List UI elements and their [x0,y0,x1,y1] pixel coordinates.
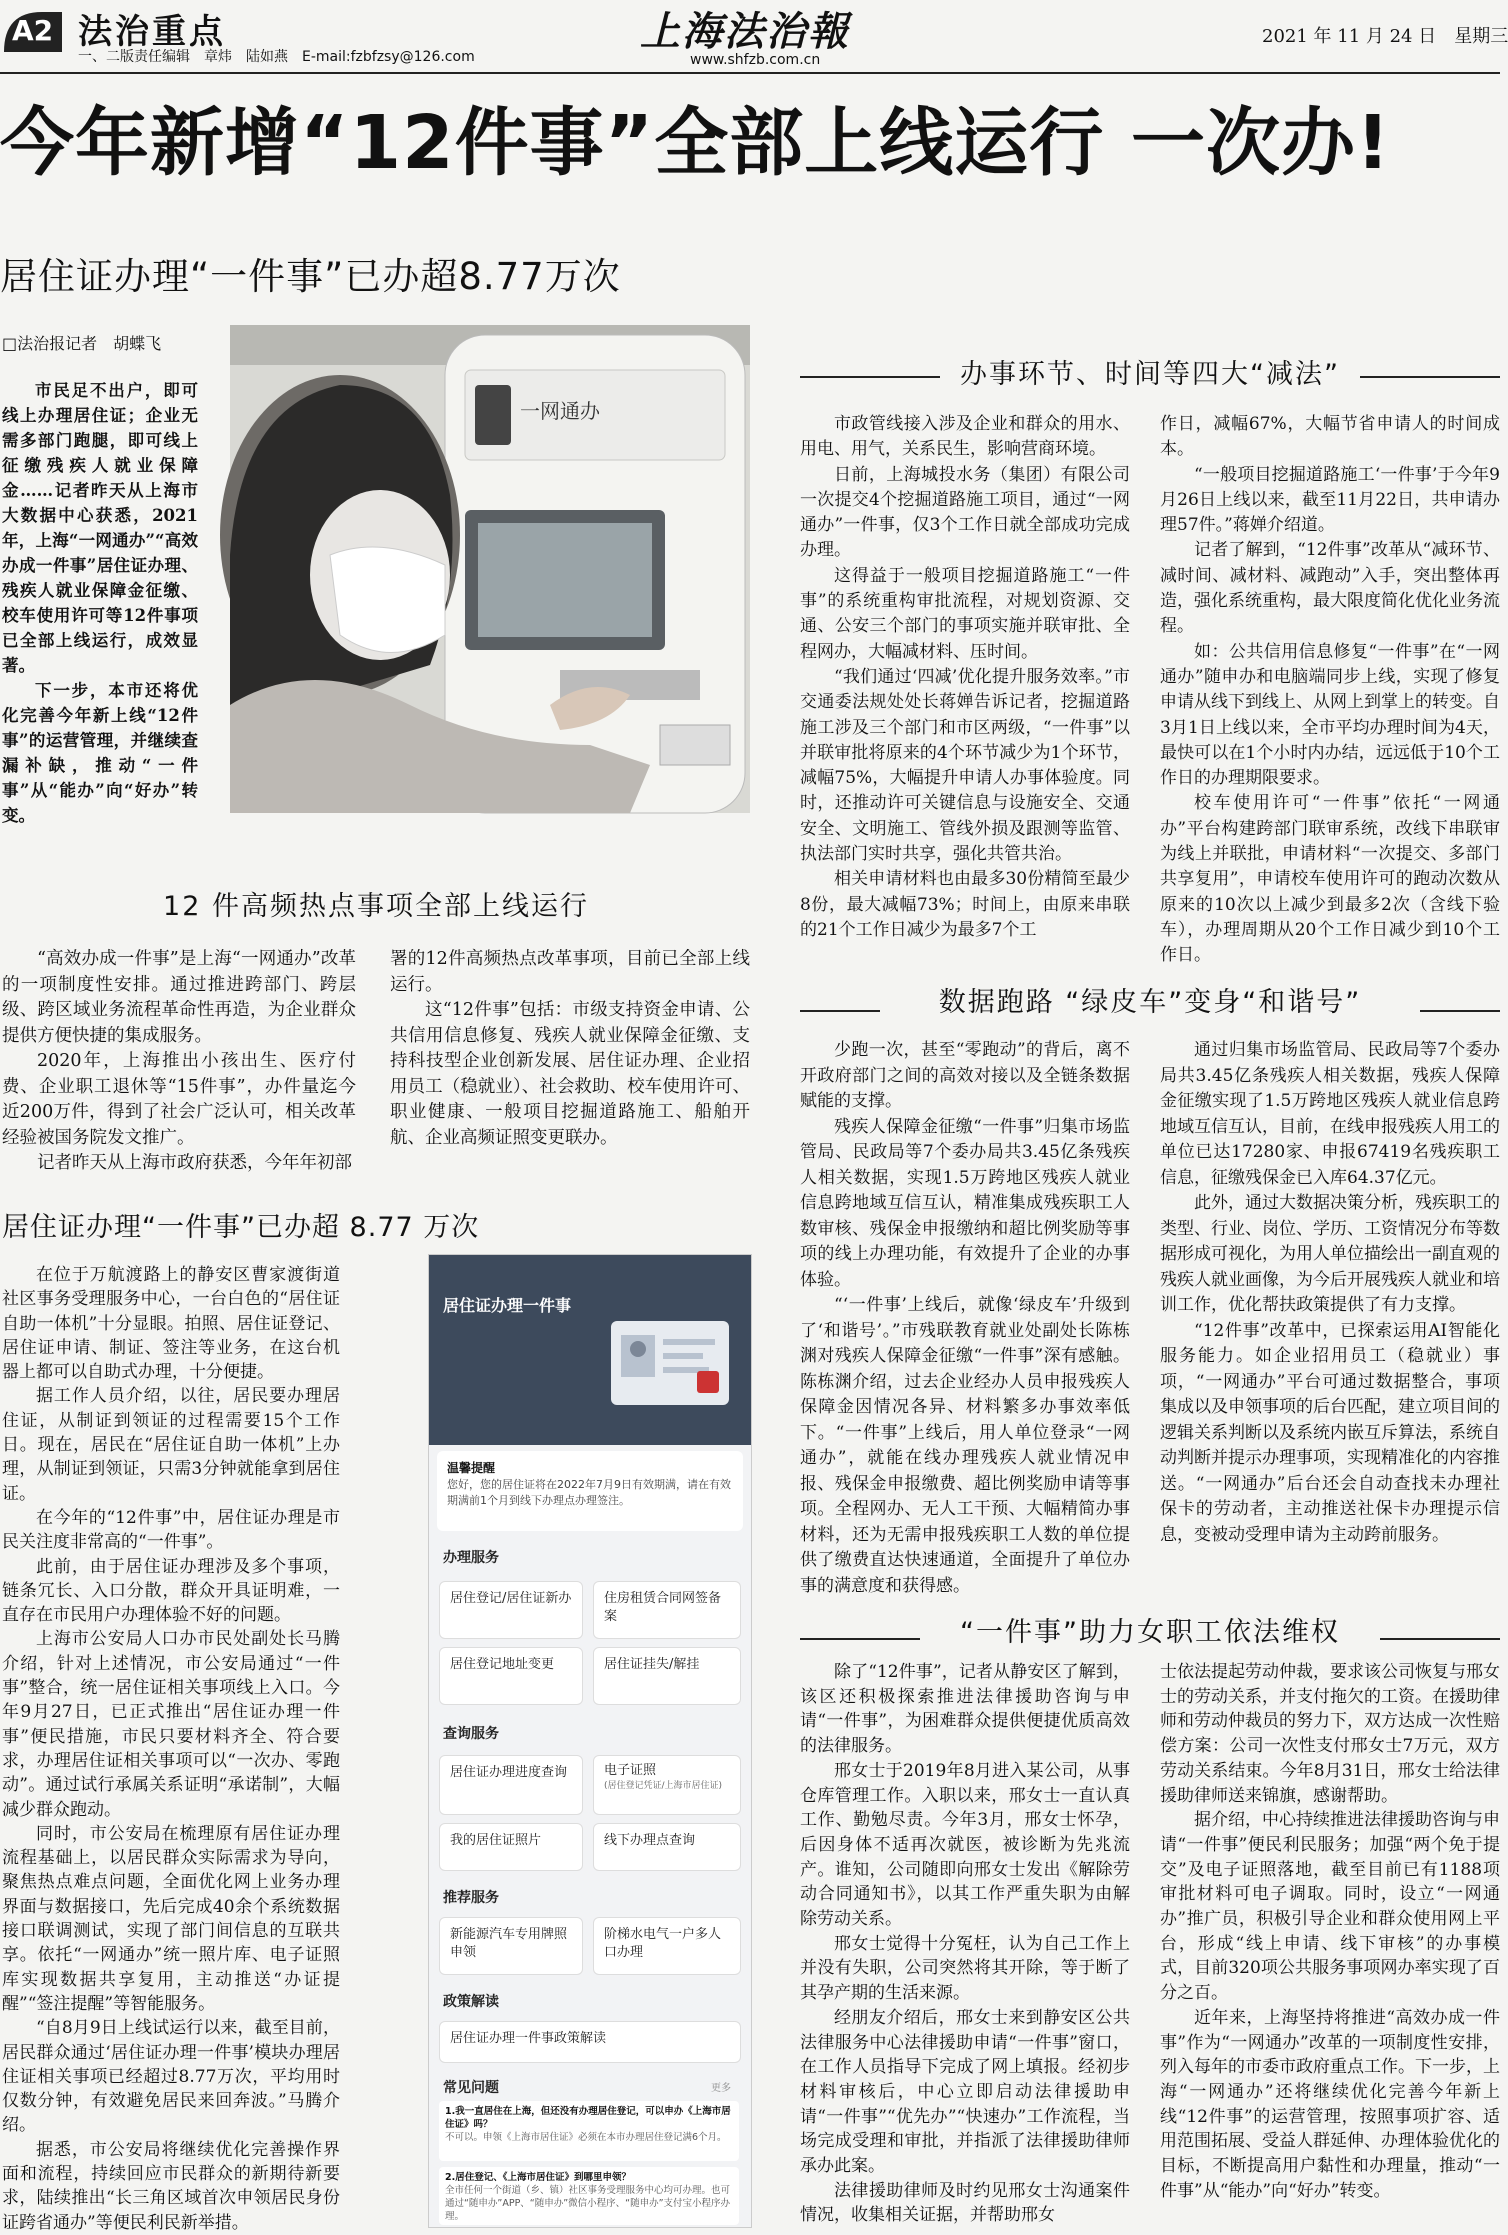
section-heading: 居住证办理“一件事”已办超 8.77 万次 [2,1212,480,1243]
paragraph: 经朋友介绍后，邢女士来到静安区公共法律服务中心法律援助申请“一件事”窗口，在工作人员指导下完成了网上填报。经初步材料审核后，中心立即启动法律援助申请“一件事”“优先办”“快速办”工作流程，当场完成受理和审批，并指派了法律援助律师承办此案。 [800,2007,1130,2177]
paragraph: 作日，减幅67%，大幅节省申请人的时间成本。 [1160,414,1500,460]
kiosk-photo-illustration [230,325,750,813]
app-service-button[interactable]: 居住证挂失/解挂 [593,1647,741,1705]
paragraph: “自8月9日上线试运行以来，截至目前，居民群众通过‘居住证办理一件事’模块办理居住证相关事项已经超过8.77万次，平均用时仅数分钟，有效避免居民来回奔波。”马腾介绍。 [2,2018,340,2136]
app-header-title: 居住证办理一件事 [443,1296,572,1315]
app-service-button[interactable]: 阶梯水电气一户多人口办理 [593,1917,741,1975]
app-section-title: 办理服务 [443,1550,499,1566]
app-section-title: 查询服务 [443,1726,499,1742]
paragraph: 这得益于一般项目挖掘道路施工“一件事”的系统重构审批流程，对规划资源、交通、公安三个部门的事项实施并联审批、全程网办，大幅减材料、压时间。 [800,565,1130,662]
article-column [1160,1660,1500,2225]
paragraph: “高效办成一件事”是上海“一网通办”改革的一项制度性安排。通过推进跨部门、跨层级、跨区域业务流程革命性再造，为企业群众提供方便快捷的集成服务。 [2,949,356,1046]
lead-column [2,378,198,825]
paragraph: 日前，上海城投水务（集团）有限公司一次提交4个挖掘道路施工项目，通过“一网通办”一件事，仅3个工作日就全部成功完成办理。 [800,464,1130,561]
paragraph: 记者昨天从上海市政府获悉，今年年初部 [37,1153,352,1173]
paragraph: “一般项目挖掘道路施工‘一件事’于今年9月26日上线以来，截至11月22日，共申请办理57件。”蒋婵介绍道。 [1160,464,1500,536]
paragraph: “12件事”改革中，已探索运用AI智能化服务能力。如企业招用员工（稳就业）事项，“一网通办”平台可通过数据整合，事项集成以及申领事项的后台匹配，建立项目间的逻辑关系判断以及系统内嵌互斥算法，系统自动判断并提示办理事项，实现精准化的内容推送。“一网通办”后台还会自动查找未办理社保卡的劳动者，主动推送社保卡办理提示信息，变被动受理申请为主动跨前服务。 [1160,1320,1500,1545]
paragraph: 市政管线接入涉及企业和群众的用水、用电、用气，关系民生，影响营商环境。 [800,414,1130,460]
app-service-button[interactable]: 线下办理点查询 [593,1823,741,1871]
paragraph: 署的12件高频热点改革事项，目前已全部上线运行。 [390,949,750,995]
article-column [2,1263,340,2233]
app-notice-title: 温馨提醒 [447,1461,496,1475]
article-column [2,947,356,1173]
page-number-badge [2,8,64,54]
paragraph: 近年来，上海坚持将推进“高效办成一件事”作为“一网通办”改革的一项制度性安排，列入每年的市委市政府重点工作。下一步，上海“一网通办”还将继续优化完善今年新上线“12件事”的运营管理，按照事项扩容、适用范围拓展、受益人群延伸、办理体验优化的目标，不断提高用户黏性和办理量，推动“一件事”从“能办”向“好办”转变。 [1160,2007,1500,2201]
paragraph: 法律援助律师及时约见邢女士沟通案件情况，收集相关证据，并帮助邢女 [800,2180,1130,2226]
article-column [800,1660,1130,2225]
paragraph: 在位于万航渡路上的静安区曹家渡街道社区事务受理服务中心，一台白色的“居住证自助一体机”十分显眼。拍照、居住证登记、居住证申请、制证、签注等业务，在这台机器上都可以自助式办理，十分便捷。 [2,1265,340,1383]
app-notice-text: 您好，您的居住证将在2022年7月9日有效期满，请在有效期满前1个月到线下办理点办理签注。 [447,1478,731,1507]
masthead-rule [0,72,1500,74]
lead-paragraph: 下一步，本市还将优化完善今年新上线“12件事”的运营管理，并继续查漏补缺，推动“一件事”从“能办”向“好办”转变。 [2,681,198,825]
article-column [1160,412,1500,966]
subheadline: 居住证办理“一件事”已办超8.77万次 [0,255,621,298]
paragraph: 在今年的“12件事”中，居住证办理是市民关注度非常高的“一件事”。 [2,1507,340,1553]
paragraph: 除了“12件事”，记者从静安区了解到，该区还积极探索推进法律援助咨询与申请“一件事”，为困难群众提供便捷优质高效的法律服务。 [800,1662,1130,1757]
paragraph: “‘一件事’上线后，就像‘绿皮车’升级到了‘和谐号’。”市残联教育就业处副处长陈栋渊对残疾人保障金征缴“一件事”深有感触。陈栋渊介绍，过去企业经办人员申报残疾人保障金因情况各异、材料繁多办事效率低下。“一件事”上线后，用人单位登录“一网通办”，就能在线办理残疾人就业情况申报、残保金申报缴费、超比例奖励申请等事项。全程网办、无人工干预、大幅精简办事材料，还为无需申报残疾职工人数的单位提供了缴费直达快速通道，全面提升了单位办事的满意度和获得感。 [800,1295,1130,1596]
paragraph: 此前，由于居住证办理涉及多个事项，链条冗长、入口分散，群众开具证明难，一直存在市民用户办理体验不好的问题。 [2,1556,340,1626]
paragraph: 2020年，上海推出小孩出生、医疗付费、企业职工退休等“15件事”，办件量迄今近200万件，得到了社会广泛认可，相关改革经验被国务院发文推广。 [2,1051,356,1148]
paragraph: 少跑一次，甚至“零跑动”的背后，离不开政府部门之间的高效对接以及全链条数据赋能的支撑。 [800,1040,1130,1111]
faq-answer: 全市任何一个街道（乡、镇）社区事务受理服务中心均可办理。也可通过“随申办”APP、“随申办”微信小程序、“随申办”支付宝小程序办理。 [445,2185,731,2222]
faq-answer: 不可以。申领《上海市居住证》必须在本市办理居住登记满6个月。 [445,2132,727,2143]
paragraph: 据工作人员介绍，以往，居民要办理居住证，从制证到领证的过程需要15个工作日。现在，居民在“居住证自助一体机”上办理，从制证到领证，只需3分钟就能拿到居住证。 [2,1386,340,1504]
byline: □法治报记者 胡蝶飞 [2,334,162,353]
app-ecert-button[interactable] [593,1755,741,1815]
app-service-button[interactable]: 居住登记地址变更 [439,1647,583,1705]
paragraph: “我们通过‘四减’优化提升服务效率。”市交通委法规处处长蒋婵告诉记者，挖掘道路施工涉及三个部门和市区两级，“一件事”以并联审批将原来的4个环节减少为1个环节，减幅75%，大幅提升申请人办事体验度。同时，还推动许可关键信息与设施安全、交通安全、文明施工、管线外损及跟测等监管、执法部门实时共享，强化共管共治。 [800,666,1130,865]
app-section-title: 政策解读 [443,1994,499,2010]
issue-date: 2021 年 11 月 24 日 星期三 [1262,26,1508,47]
article-column [1160,1038,1500,1560]
app-section-title: 推荐服务 [443,1890,499,1906]
paragraph: 上海市公安局人口办市民处副处长马腾介绍，针对上述情况，市公安局通过“一件事”整合，统一居住证相关事项线上入口。今年9月27日，已正式推出“居住证办理一件事”便民措施，市民只要材料齐全、符合要求，办理居住证相关事项可以“一次办、零跑动”。通过试行承属关系证明“承诺制”，大幅减少群众跑动。 [2,1629,340,1820]
section-heading: 12 件高频热点事项全部上线运行 [2,884,750,923]
section-heading: 办事环节、时间等四大“减法” [940,352,1360,391]
kiosk-label: 一网通办 [520,399,600,423]
article-column [800,412,1130,940]
app-screenshot [428,1254,752,2228]
page-number: A2 [12,14,54,47]
app-faq-item[interactable] [439,2167,739,2225]
paragraph: 士依法提起劳动仲裁，要求该公司恢复与邢女士的劳动关系，并支付拖欠的工资。在援助律师和劳动仲裁员的努力下，双方达成一次性赔偿方案：公司一次性支付邢女士7万元，双方劳动关系结束。今年8月31日，邢女士给法律援助律师送来锦旗，感谢帮助。 [1160,1662,1500,1806]
app-ecert-sub: (居住登记凭证/上海市居住证) [604,1781,723,1791]
paragraph: 同时，市公安局在梳理原有居住证办理流程基础上，以居民群众实际需求为导向，聚焦热点难点问题，全面优化网上业务办理界面与数据接口，先后完成40余个系统数据接口联调测试，实现了部门间信息的互联共享。依托“一网通办”统一照片库、电子证照库实现数据共享复用，主动推送“办证提醒”“签注提醒”等智能服务。 [2,1823,340,2014]
id-card-icon [611,1321,729,1405]
app-faq-item[interactable] [439,2101,739,2161]
app-faq-more[interactable]: 更多 [711,2083,731,2094]
paragraph: 这“12件事”包括：市级支持资金申请、公共信用信息修复、残疾人就业保障金征缴、支持科技型企业创新发展、居住证办理、企业招用员工（稳就业）、社会救助、校车使用许可、职业健康、一般项目挖掘道路施工、船舶开航、企业高频证照变更联办。 [390,1000,750,1148]
kiosk-photo [230,325,750,813]
paragraph: 通过归集市场监管局、民政局等7个委办局共3.45亿条残疾人相关数据，残疾人保障金征缴实现了1.5万跨地区残疾人就业信息跨地域互信互认，目前，在线申报残疾人用工的单位已达17280家、申报67419名残疾职工信息，征缴残保金已入库64.37亿元。 [1160,1040,1500,1188]
website[interactable]: www.shfzb.com.cn [690,52,821,68]
paper-name: 上海法治報 [640,8,850,55]
faq-question: 1.我一直居住在上海，但还没有办理居住登记，可以申办《上海市居住证》吗？ [445,2106,731,2130]
paragraph: 此外，通过大数据决策分析，残疾职工的类型、行业、岗位、学历、工资情况分布等数据形成可视化，为用人单位描绘出一副直观的残疾人就业画像，为今后开展残疾人就业和培训工作，优化帮扶政策提供了有力支撑。 [1160,1193,1500,1315]
app-faq-title: 常见问题 [443,2080,499,2096]
article-column [390,947,750,1157]
editors-line: 一、二版责任编辑 章炜 陆如燕 E-mail:fzbfzsy@126.com [78,49,475,65]
app-service-button[interactable]: 居住登记/居住证新办 [439,1581,583,1639]
paragraph: 校车使用许可“一件事”依托“一网通办”平台构建跨部门联审系统，改线下串联审为线上并联批，申请材料“一次提交、多部门共享复用”，申请校车使用许可的跑动次数从原来的10次以上减少到最多2次（含线下验车），办理周期从20个工作日减少到10个工作日。 [1160,793,1500,966]
app-service-button[interactable]: 住房租赁合同网签备案 [593,1581,741,1639]
paragraph: 邢女士觉得十分冤枉，认为自己工作上并没有失职，公司突然将其开除，等于断了其孕产期的生活来源。 [800,1933,1130,2004]
app-service-button[interactable]: 居住证办理进度查询 [439,1755,583,1815]
lead-paragraph: 市民足不出户，即可线上办理居住证；企业无需多部门跑腿，即可线上征缴残疾人就业保障金……记者昨天从上海市大数据中心获悉，2021年，上海“一网通办”“高效办成一件事”居住证办理、残疾人就业保障金征缴、校车使用许可等12件事项已全部上线运行，成效显著。 [2,381,198,675]
section-heading: 数据跑路 “绿皮车”变身“和谐号” [880,980,1420,1019]
app-service-button[interactable]: 新能源汽车专用牌照申领 [439,1917,583,1975]
paragraph: 相关申请材料也由最多30份精简至最少8份，最大减幅73%；时间上，由原来串联的21个工作日减少为最多7个工 [800,869,1130,940]
app-service-button[interactable]: 我的居住证照片 [439,1823,583,1871]
paragraph: 据悉，市公安局将继续优化完善操作界面和流程，持续回应市民群众的新期待新要求，陆续推出“长三角区域首次申领居民身份证跨省通办”等便民利民新举措。 [2,2139,340,2233]
paragraph: 据介绍，中心持续推进法律援助咨询与申请“一件事”便民利民服务；加强“两个免于提交”及电子证照落地，截至目前已有1188项审批材料可电子调取。同时，设立“一网通办”推广员，积极引导企业和群众使用网上平台，形成“线上申请、线下审核”的办事模式，目前320项公共服务事项网办率实现了百分之百。 [1160,1810,1500,2004]
paragraph: 如：公共信用信息修复“一件事”在“一网通办”随申办和电脑端同步上线，实现了修复申请从线下到线上、从网上到掌上的转变。自3月1日上线以来，全市平均办理时间为4天，最快可以在1个小时内办结，远远低于10个工作日的办理期限要求。 [1160,641,1500,789]
article-column [800,1038,1130,1596]
section-heading: “一件事”助力女职工依法维权 [920,1610,1380,1649]
app-service-button[interactable]: 居住证办理一件事政策解读 [439,2021,741,2063]
paragraph: 记者了解到，“12件事”改革从“减环节、减时间、减材料、减跑动”入手，突出整体再造，强化系统重构，最大限度简化优化业务流程。 [1160,540,1500,637]
faq-question: 2.居住登记、《上海市居住证》到哪里申领？ [445,2172,631,2183]
headline: 今年新增“12件事”全部上线运行 一次办! [0,100,1391,186]
app-ecert-label: 电子证照 [604,1763,657,1778]
paragraph: 残疾人保障金征缴“一件事”归集市场监管局、民政局等7个委办局共3.45亿条残疾人相关数据，实现1.5万跨地区残疾人就业信息跨地域互信互认，精准集成残疾职工人数审核、残保金申报缴纳和超比例奖励等事项的线上办理功能，有效提升了企业的办事体验。 [800,1116,1130,1290]
section-title: 法治重点 [78,12,226,52]
paragraph: 邢女士于2019年8月进入某公司，从事仓库管理工作。入职以来，邢女士一直认真工作、勤勉尽责。今年3月，邢女士怀孕，后因身体不适再次就医，被诊断为先兆流产。谁知，公司随即向邢女士发出《解除劳动合同通知书》，以其工作严重失职为由解除劳动关系。 [800,1760,1130,1930]
app-id-card [611,1321,729,1405]
